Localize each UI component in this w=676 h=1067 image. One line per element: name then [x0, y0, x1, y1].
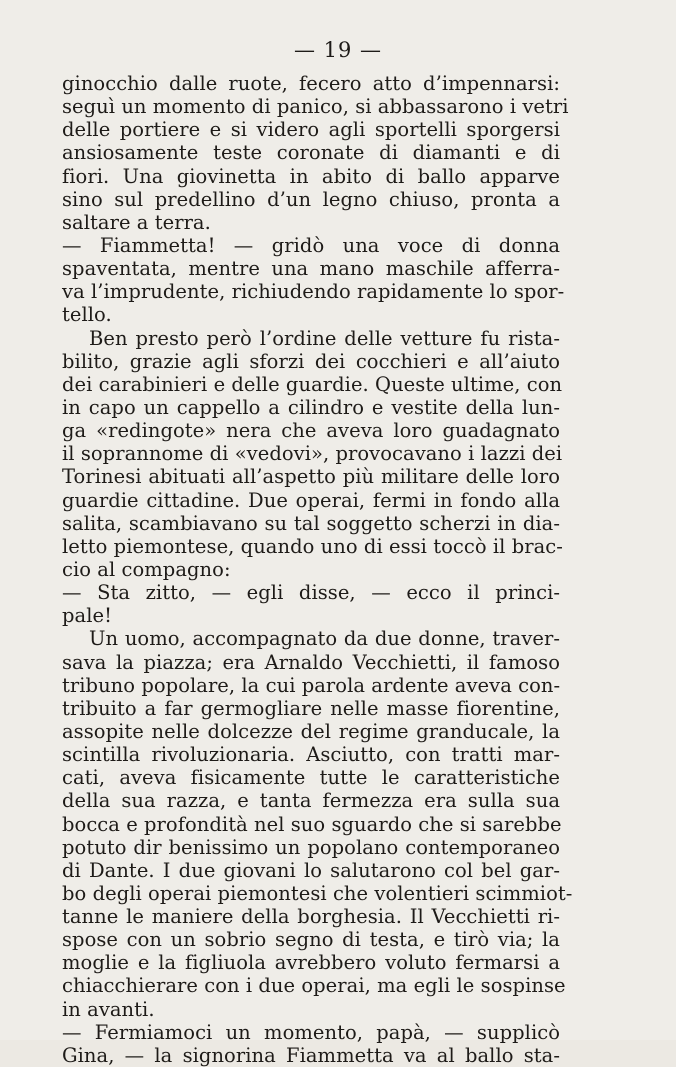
text-line: sava la piazza; era Arnaldo Vecchietti, il famoso — [62, 650, 560, 674]
text-line: bocca e profondità nel suo sguardo che si sarebbe — [62, 812, 562, 836]
text-line: bo degli operai piemontesi che volentieri scimmiot- — [62, 881, 573, 905]
text-line: va l’imprudente, richiudendo rapidamente lo spor- — [62, 280, 565, 304]
text-line: tello. — [62, 303, 112, 327]
text-line: salita, scambiavano su tal soggetto scherzi in dia- — [62, 511, 560, 535]
text-line: di Dante. I due giovani lo salutarono col bel gar- — [62, 858, 560, 882]
text-line: saltare a terra. — [62, 210, 211, 234]
text-line: dei carabinieri e delle guardie. Queste ultime, con — [62, 372, 563, 396]
text-line: moglie e la figliuola avrebbero voluto fermarsi a — [62, 951, 560, 975]
text-line: Torinesi abituati all’aspetto più militare delle loro — [62, 465, 560, 489]
dialogue-line: — Fermiamoci un momento, papà, — supplicò — [62, 1020, 560, 1044]
text-line: scintilla rivoluzionaria. Asciutto, con tratti mar- — [62, 743, 560, 767]
text-line: cati, aveva fisicamente tutte le caratteristiche — [62, 766, 560, 790]
text-line: ga «redingote» nera che aveva loro guadagnato — [62, 419, 560, 443]
text-line: ginocchio dalle ruote, fecero atto d’impennarsi: — [62, 72, 560, 95]
text-line: assopite nelle dolcezze del regime granducale, la — [62, 719, 560, 743]
text-line: Gina, — la signorina Fiammetta va al ballo sta- — [62, 1043, 560, 1067]
text-line: tribuno popolare, la cui parola ardente aveva con- — [62, 673, 561, 697]
body-text — [62, 72, 573, 1067]
text-line: in avanti. — [62, 997, 155, 1021]
text-line: chiacchierare con i due operai, ma egli le sospinse — [62, 974, 566, 998]
text-line: spose con un sobrio segno di testa, e tirò via; la — [62, 928, 560, 952]
dialogue-line: — Fiammetta! — gridò una voce di donna — [62, 233, 560, 257]
text-line: seguì un momento di panico, si abbassarono i vetri — [62, 95, 569, 119]
text-line: pale! — [62, 604, 112, 628]
dialogue-line: — Sta zitto, — egli disse, — ecco il princi- — [62, 581, 560, 605]
text-line: ansiosamente teste coronate di diamanti e di — [62, 141, 560, 165]
paragraph-start-line: Ben presto però l’ordine delle vetture fu rista- — [89, 326, 560, 350]
text-line: delle portiere e si videro agli sportelli sporgersi — [62, 118, 560, 142]
text-line: guardie cittadine. Due operai, fermi in fondo alla — [62, 488, 560, 512]
page-number: — 19 — — [293, 38, 383, 62]
text-line: della sua razza, e tanta fermezza era sulla sua — [62, 789, 560, 813]
text-line: tanne le maniere della borghesia. Il Vecchietti ri- — [62, 905, 560, 929]
text-line: cio al compagno: — [62, 557, 231, 581]
text-line: sino sul predellino d’un legno chiuso, pronta a — [62, 187, 560, 211]
text-line: tribuito a far germogliare nelle masse fiorentine, — [62, 696, 560, 720]
text-line: letto piemontese, quando uno di essi toccò il brac- — [62, 534, 563, 558]
text-line: bilito, grazie agli sforzi dei cocchieri e all’aiuto — [62, 349, 560, 373]
text-line: in capo un cappello a cilindro e vestite della lun- — [62, 395, 560, 419]
paragraph-start-line: Un uomo, accompagnato da due donne, traver- — [89, 627, 560, 651]
text-line: potuto dir benissimo un popolano contemporaneo — [62, 835, 560, 859]
text-line: fiori. Una giovinetta in abito di ballo apparve — [62, 164, 560, 188]
text-line: il soprannome di «vedovi», provocavano i lazzi dei — [62, 442, 563, 466]
text-line: spaventata, mentre una mano maschile afferra- — [62, 257, 560, 281]
